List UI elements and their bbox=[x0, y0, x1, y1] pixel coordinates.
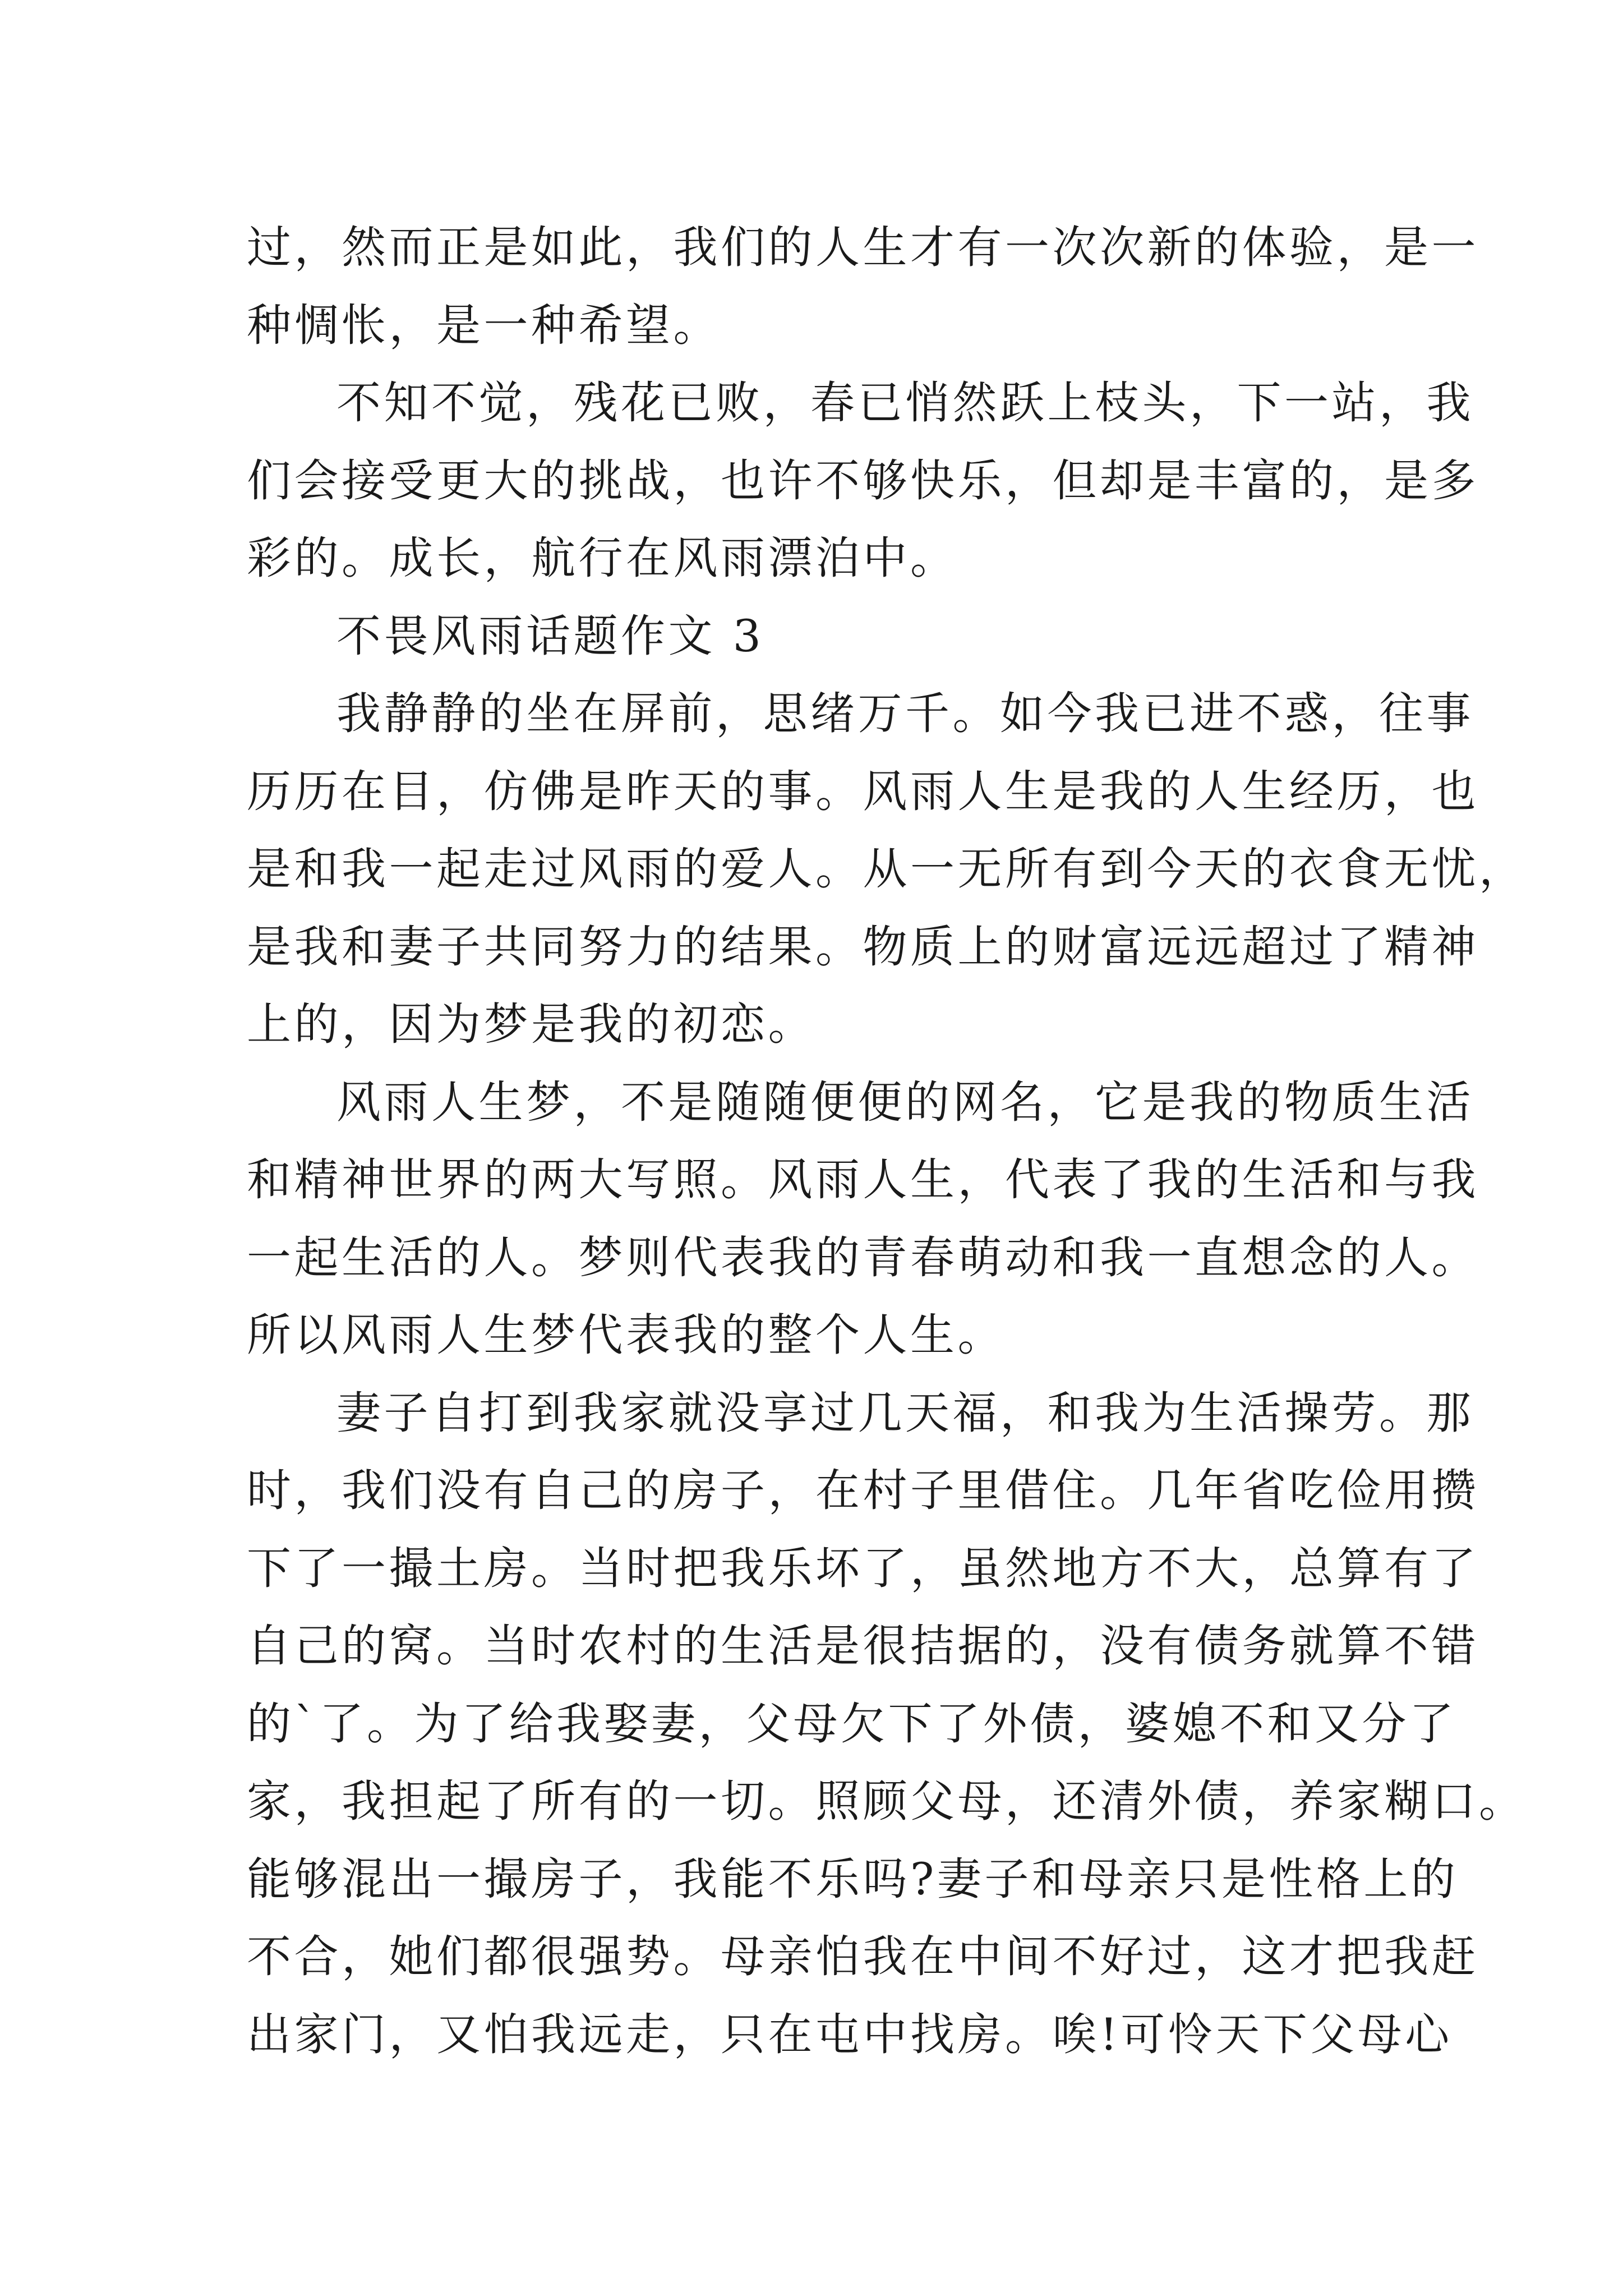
text-line: 时，我们没有自己的房子，在村子里借住。几年省吃俭用攒 bbox=[247, 1465, 1479, 1516]
text-line: 我静静的坐在屏前，思绪万千。如今我已进不惑，往事 bbox=[336, 688, 1474, 739]
text-line: 风雨人生梦，不是随随便便的网名，它是我的物质生活 bbox=[336, 1076, 1474, 1128]
text-line: 历历在目，仿佛是昨天的事。风雨人生是我的人生经历，也 bbox=[247, 765, 1479, 817]
section-heading: 不畏风雨话题作文 3 bbox=[336, 610, 764, 662]
text-line: 过，然而正是如此，我们的人生才有一次次新的体验，是一 bbox=[247, 222, 1479, 273]
text-line: 出家门，又怕我远走，只在屯中找房。唉!可怜天下父母心 bbox=[247, 2008, 1453, 2060]
text-line: 是我和妻子共同努力的结果。物质上的财富远远超过了精神 bbox=[247, 921, 1479, 973]
essay-body bbox=[247, 209, 1527, 2073]
text-line: 自己的窝。当时农村的生活是很拮据的，没有债务就算不错 bbox=[247, 1620, 1479, 1672]
text-line: 不合，她们都很强势。母亲怕我在中间不好过，这才把我赶 bbox=[247, 1931, 1479, 1982]
text-line: 不知不觉，残花已败，春已悄然跃上枝头，下一站，我 bbox=[336, 377, 1474, 429]
text-line: 彩的。成长，航行在风雨漂泊中。 bbox=[247, 532, 958, 584]
text-line: 是和我一起走过风雨的爱人。从一无所有到今天的衣食无忧， bbox=[247, 843, 1527, 895]
text-line: 能够混出一撮房子，我能不乐吗?妻子和母亲只是性格上的 bbox=[247, 1853, 1459, 1905]
text-line: 妻子自打到我家就没享过几天福，和我为生活操劳。那 bbox=[336, 1387, 1474, 1439]
text-line: 的`了。为了给我娶妻，父母欠下了外债，婆媳不和又分了 bbox=[247, 1697, 1457, 1750]
text-line: 上的，因为梦是我的初恋。 bbox=[247, 999, 815, 1050]
text-line: 和精神世界的两大写照。风雨人生，代表了我的生活和与我 bbox=[247, 1154, 1479, 1205]
text-line: 所以风雨人生梦代表我的整个人生。 bbox=[247, 1309, 1005, 1361]
text-line: 们会接受更大的挑战，也许不够快乐，但却是丰富的，是多 bbox=[247, 454, 1479, 507]
text-line: 下了一撮土房。当时把我乐坏了，虽然地方不大，总算有了 bbox=[247, 1542, 1479, 1594]
text-line: 一起生活的人。梦则代表我的青春萌动和我一直想念的人。 bbox=[247, 1231, 1479, 1283]
text-line: 家，我担起了所有的一切。照顾父母，还清外债，养家糊口。 bbox=[247, 1775, 1527, 1827]
text-line: 种惆怅，是一种希望。 bbox=[247, 299, 721, 351]
